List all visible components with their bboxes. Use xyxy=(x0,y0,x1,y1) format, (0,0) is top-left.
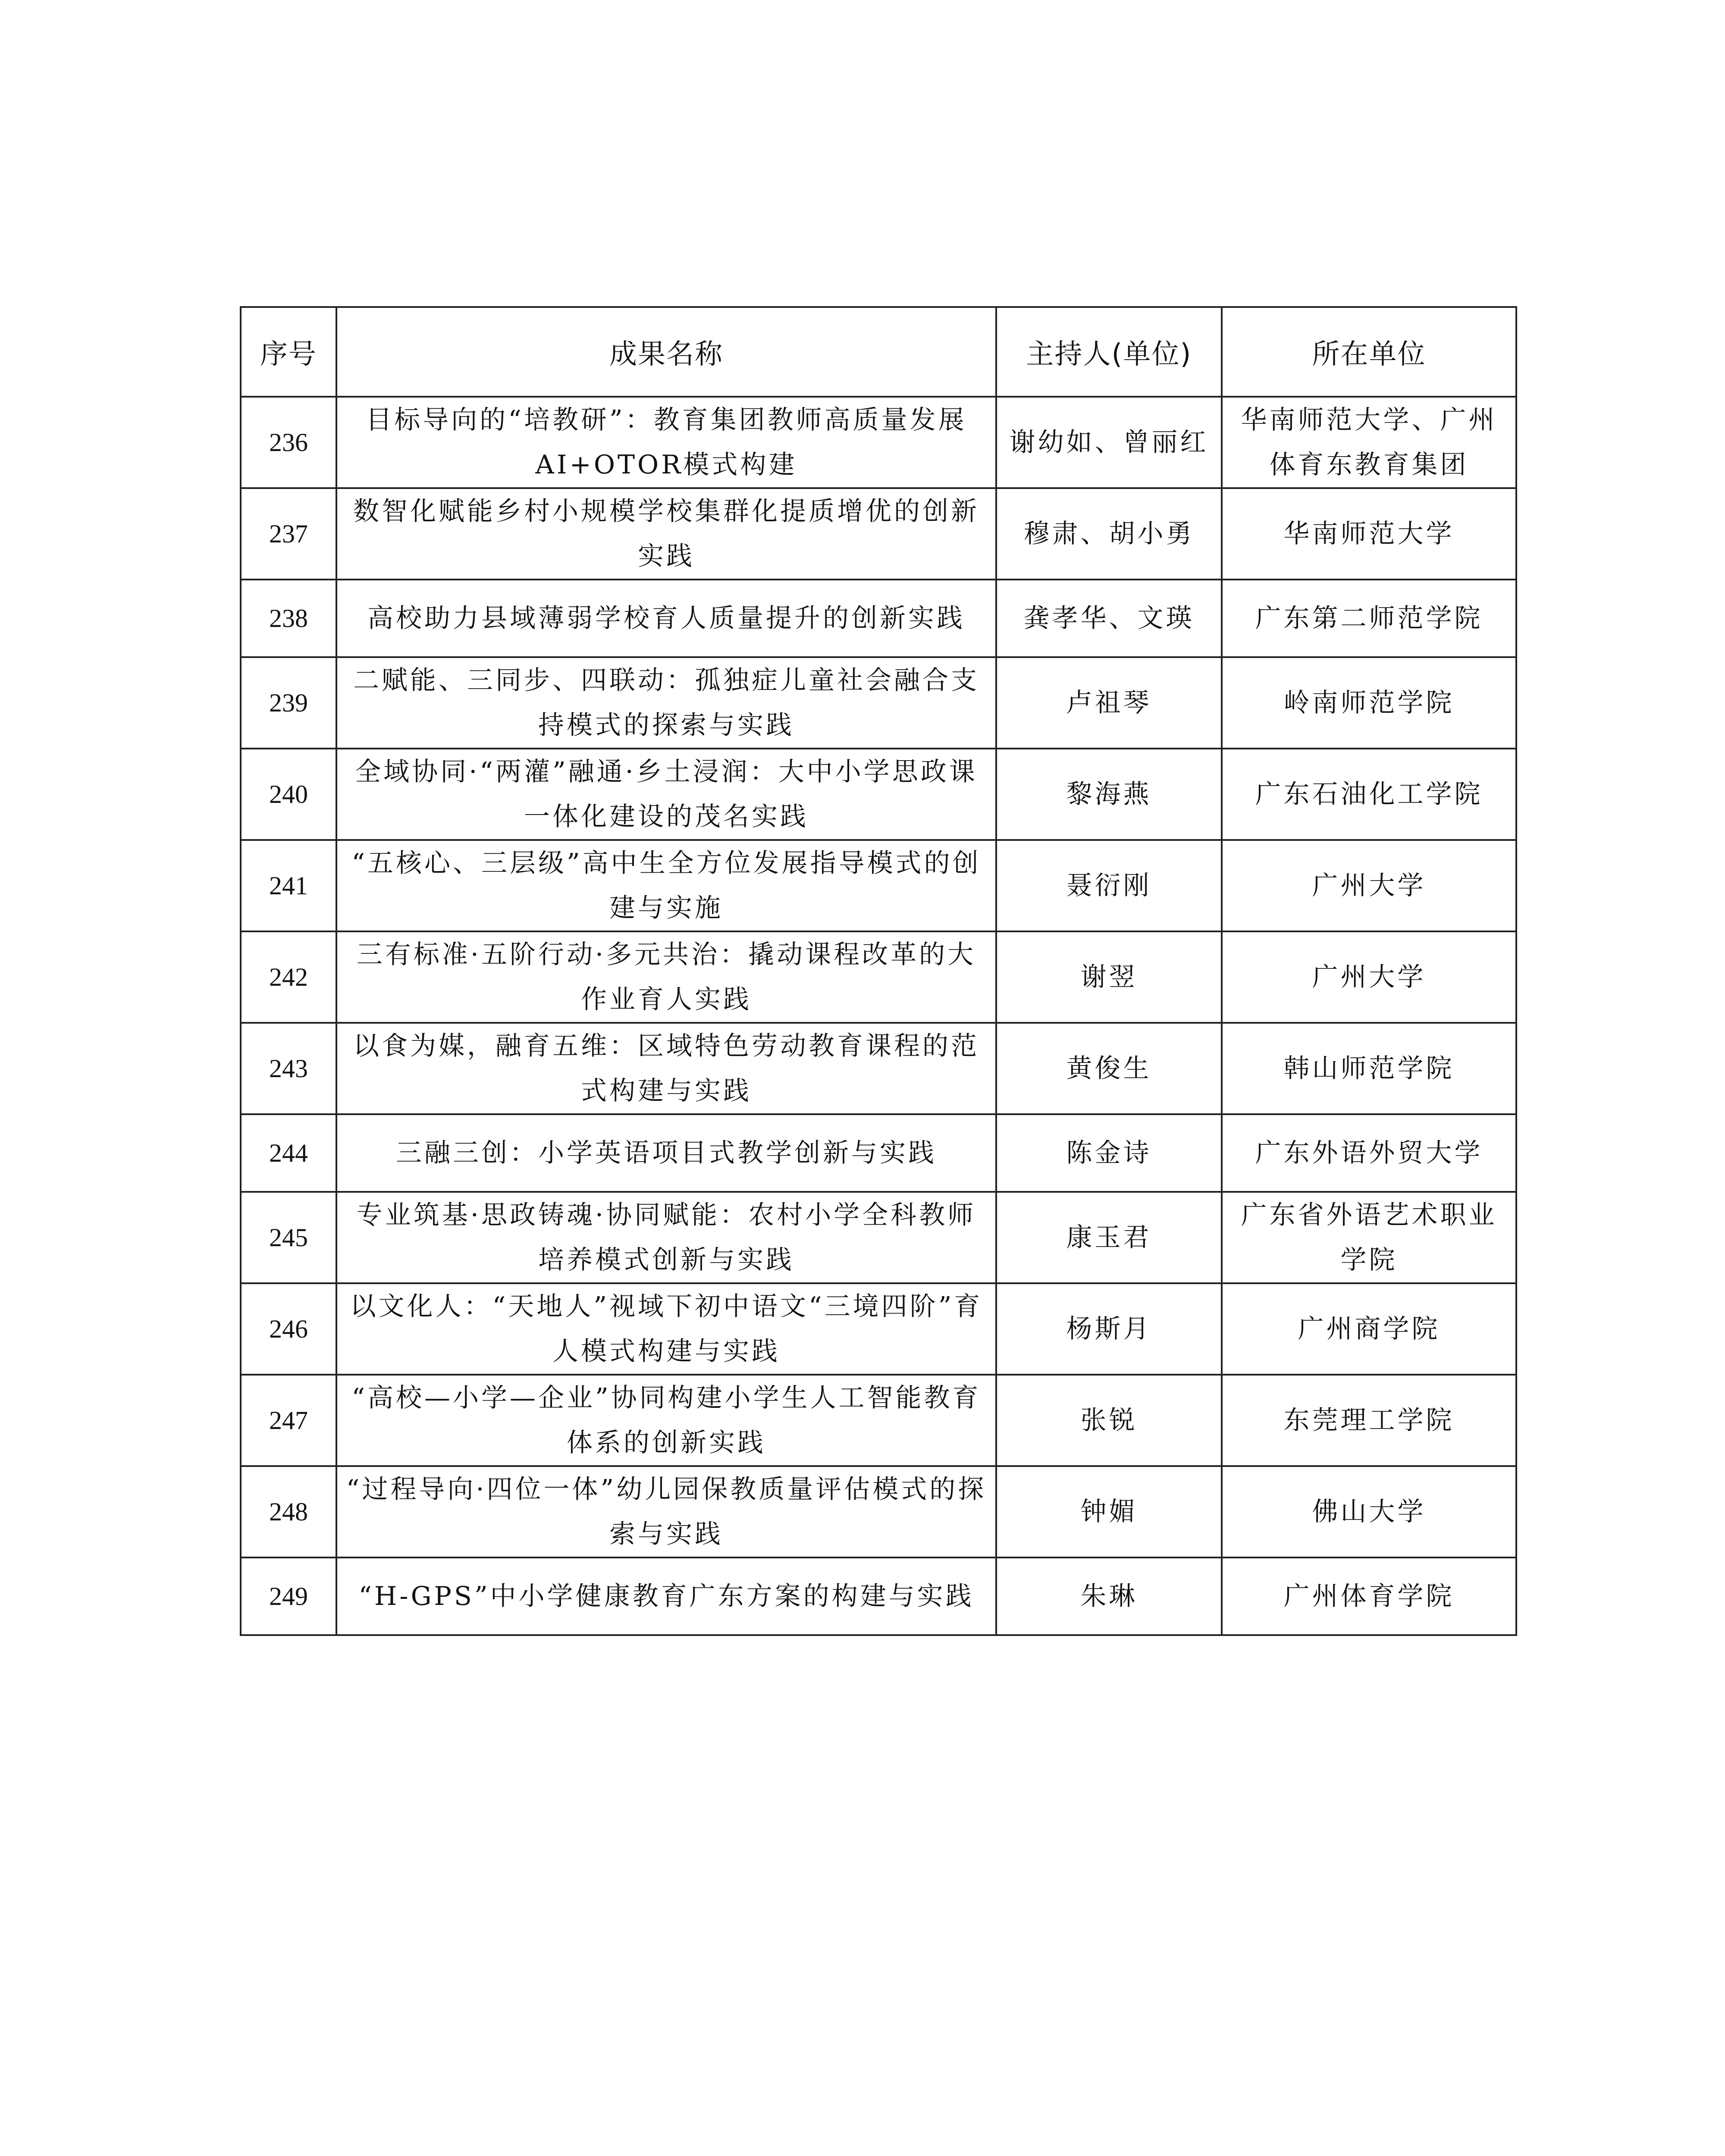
cell-title: 以文化人：“天地人”视域下初中语文“三境四阶”育人模式构建与实践 xyxy=(336,1283,996,1375)
table-row xyxy=(241,1557,1516,1635)
table-row xyxy=(241,397,1516,488)
cell-unit: 韩山师范学院 xyxy=(1222,1023,1516,1114)
cell-host: 谢幼如、曾丽红 xyxy=(996,397,1222,488)
cell-title: 以食为媒，融育五维：区域特色劳动教育课程的范式构建与实践 xyxy=(336,1023,996,1114)
cell-unit: 广东外语外贸大学 xyxy=(1222,1114,1516,1192)
cell-unit: 广东石油化工学院 xyxy=(1222,749,1516,840)
cell-no: 238 xyxy=(241,580,336,657)
cell-no: 241 xyxy=(241,840,336,931)
cell-host: 黄俊生 xyxy=(996,1023,1222,1114)
cell-title: 全域协同·“两灌”融通·乡土浸润：大中小学思政课一体化建设的茂名实践 xyxy=(336,749,996,840)
header-no: 序号 xyxy=(241,307,336,397)
cell-unit: 广州大学 xyxy=(1222,931,1516,1023)
cell-unit: 华南师范大学 xyxy=(1222,488,1516,580)
cell-no: 244 xyxy=(241,1114,336,1192)
cell-host: 聂衍刚 xyxy=(996,840,1222,931)
cell-title: 专业筑基·思政铸魂·协同赋能：农村小学全科教师培养模式创新与实践 xyxy=(336,1192,996,1283)
cell-unit: 佛山大学 xyxy=(1222,1466,1516,1557)
cell-host: 穆肃、胡小勇 xyxy=(996,488,1222,580)
cell-no: 237 xyxy=(241,488,336,580)
cell-unit: 广东第二师范学院 xyxy=(1222,580,1516,657)
cell-unit: 东莞理工学院 xyxy=(1222,1375,1516,1466)
cell-unit: 广东省外语艺术职业学院 xyxy=(1222,1192,1516,1283)
table-header-row xyxy=(241,307,1516,397)
header-title: 成果名称 xyxy=(336,307,996,397)
header-host: 主持人(单位) xyxy=(996,307,1222,397)
table-row xyxy=(241,1114,1516,1192)
cell-host: 龚孝华、文瑛 xyxy=(996,580,1222,657)
table-row xyxy=(241,657,1516,749)
table-row xyxy=(241,1466,1516,1557)
cell-host: 康玉君 xyxy=(996,1192,1222,1283)
table-row xyxy=(241,1283,1516,1375)
cell-title: 二赋能、三同步、四联动：孤独症儿童社会融合支持模式的探索与实践 xyxy=(336,657,996,749)
table-row xyxy=(241,580,1516,657)
cell-host: 杨斯月 xyxy=(996,1283,1222,1375)
cell-title: “五核心、三层级”高中生全方位发展指导模式的创建与实施 xyxy=(336,840,996,931)
cell-no: 248 xyxy=(241,1466,336,1557)
cell-unit: 岭南师范学院 xyxy=(1222,657,1516,749)
cell-host: 谢翌 xyxy=(996,931,1222,1023)
cell-title: “过程导向·四位一体”幼儿园保教质量评估模式的探索与实践 xyxy=(336,1466,996,1557)
cell-unit: 广州大学 xyxy=(1222,840,1516,931)
cell-no: 239 xyxy=(241,657,336,749)
header-unit: 所在单位 xyxy=(1222,307,1516,397)
cell-host: 张锐 xyxy=(996,1375,1222,1466)
table-row xyxy=(241,488,1516,580)
table-row xyxy=(241,840,1516,931)
table-row xyxy=(241,1192,1516,1283)
cell-no: 245 xyxy=(241,1192,336,1283)
cell-unit: 华南师范大学、广州体育东教育集团 xyxy=(1222,397,1516,488)
cell-no: 247 xyxy=(241,1375,336,1466)
cell-title: 数智化赋能乡村小规模学校集群化提质增优的创新实践 xyxy=(336,488,996,580)
cell-unit: 广州商学院 xyxy=(1222,1283,1516,1375)
cell-title: 高校助力县域薄弱学校育人质量提升的创新实践 xyxy=(336,580,996,657)
table-row xyxy=(241,1375,1516,1466)
cell-title: 三有标准·五阶行动·多元共治：撬动课程改革的大作业育人实践 xyxy=(336,931,996,1023)
cell-host: 钟媚 xyxy=(996,1466,1222,1557)
cell-host: 卢祖琴 xyxy=(996,657,1222,749)
cell-no: 246 xyxy=(241,1283,336,1375)
cell-host: 朱琳 xyxy=(996,1557,1222,1635)
table-row xyxy=(241,749,1516,840)
cell-host: 黎海燕 xyxy=(996,749,1222,840)
cell-title: 三融三创：小学英语项目式教学创新与实践 xyxy=(336,1114,996,1192)
cell-no: 236 xyxy=(241,397,336,488)
cell-title: 目标导向的“培教研”：教育集团教师高质量发展AI+OTOR模式构建 xyxy=(336,397,996,488)
cell-title: “高校—小学—企业”协同构建小学生人工智能教育体系的创新实践 xyxy=(336,1375,996,1466)
cell-no: 243 xyxy=(241,1023,336,1114)
cell-no: 249 xyxy=(241,1557,336,1635)
cell-title: “H-GPS”中小学健康教育广东方案的构建与实践 xyxy=(336,1557,996,1635)
cell-host: 陈金诗 xyxy=(996,1114,1222,1192)
achievement-table xyxy=(240,306,1517,1636)
cell-unit: 广州体育学院 xyxy=(1222,1557,1516,1635)
table-row xyxy=(241,1023,1516,1114)
cell-no: 242 xyxy=(241,931,336,1023)
table-row xyxy=(241,931,1516,1023)
cell-no: 240 xyxy=(241,749,336,840)
